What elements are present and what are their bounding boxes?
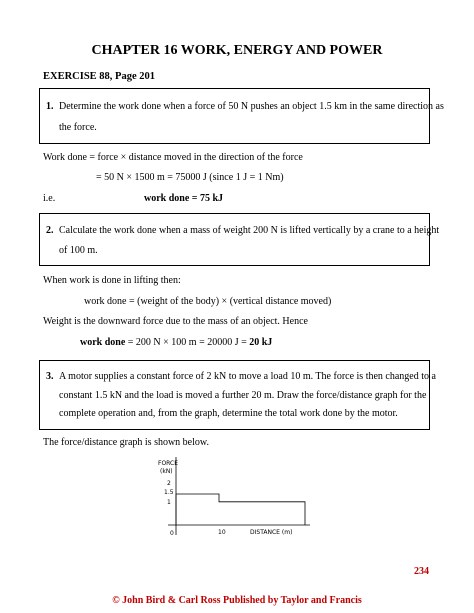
question-3-number: 3. [46,371,54,382]
answer-1-result: work done = 75 kJ [144,193,224,204]
question-3-line-1: A motor supplies a constant force of 2 kN to move a load 10 m. The force is then changed to a [59,371,436,382]
answer-2-result: work done = 200 N × 100 m = 20000 J = 20 kJ [80,337,273,348]
x-tick-label-10: 10 [218,529,226,536]
y-tick-label-1: 1 [167,499,171,506]
question-1-line-2: the force. [59,122,97,133]
question-3-line-2: constant 1.5 kN and the load is moved a further 20 m. Draw the force/distance graph for the [59,390,427,401]
question-1-number: 1. [46,101,54,112]
question-3-line-3: complete operation and, from the graph, determine the total work done by the motor. [59,408,398,419]
question-3-box [39,360,436,430]
answer-1-line-2: = 50 N × 1500 m = 75000 J (since 1 J = 1 Nm) [96,172,284,183]
exercise-heading: EXERCISE 88, Page 201 [43,71,156,82]
question-2-line-2: of 100 m. [59,245,98,256]
answer-2-line-2: work done = (weight of the body) × (vertical distance moved) [84,296,332,307]
answer-2-line-3: Weight is the downward force due to the mass of an object. Hence [43,316,308,327]
x-axis-label: DISTANCE (m) [250,529,293,536]
copyright-footer: © John Bird & Carl Ross Published by Taylor and Francis [112,595,362,606]
chapter-title: CHAPTER 16 WORK, ENERGY AND POWER [91,43,383,58]
y-tick-label-2: 2 [167,480,171,487]
page-number: 234 [414,566,429,577]
answer-3-line-1: The force/distance graph is shown below. [43,437,209,448]
question-2-number: 2. [46,225,54,236]
answer-2-line-1: When work is done in lifting then: [43,275,181,286]
question-1-box [39,88,444,144]
force-distance-line [176,494,305,525]
force-distance-graph [140,455,320,545]
y-tick-label-1-5: 1.5 [164,489,174,496]
y-axis-label-line-2: (kN) [160,468,173,475]
question-2-line-1: Calculate the work done when a mass of weight 200 N is lifted vertically by a crane to a height [59,225,440,236]
answer-1-line-1: Work done = force × distance moved in the direction of the force [43,152,303,163]
y-axis-label-line-1: FORCE [158,460,179,467]
answer-1-ie: i.e. [43,193,56,204]
x-tick-label-0: 0 [170,530,174,537]
question-1-line-1: Determine the work done when a force of 50 N pushes an object 1.5 km in the same direction as [59,101,444,112]
question-2-box [39,213,440,266]
